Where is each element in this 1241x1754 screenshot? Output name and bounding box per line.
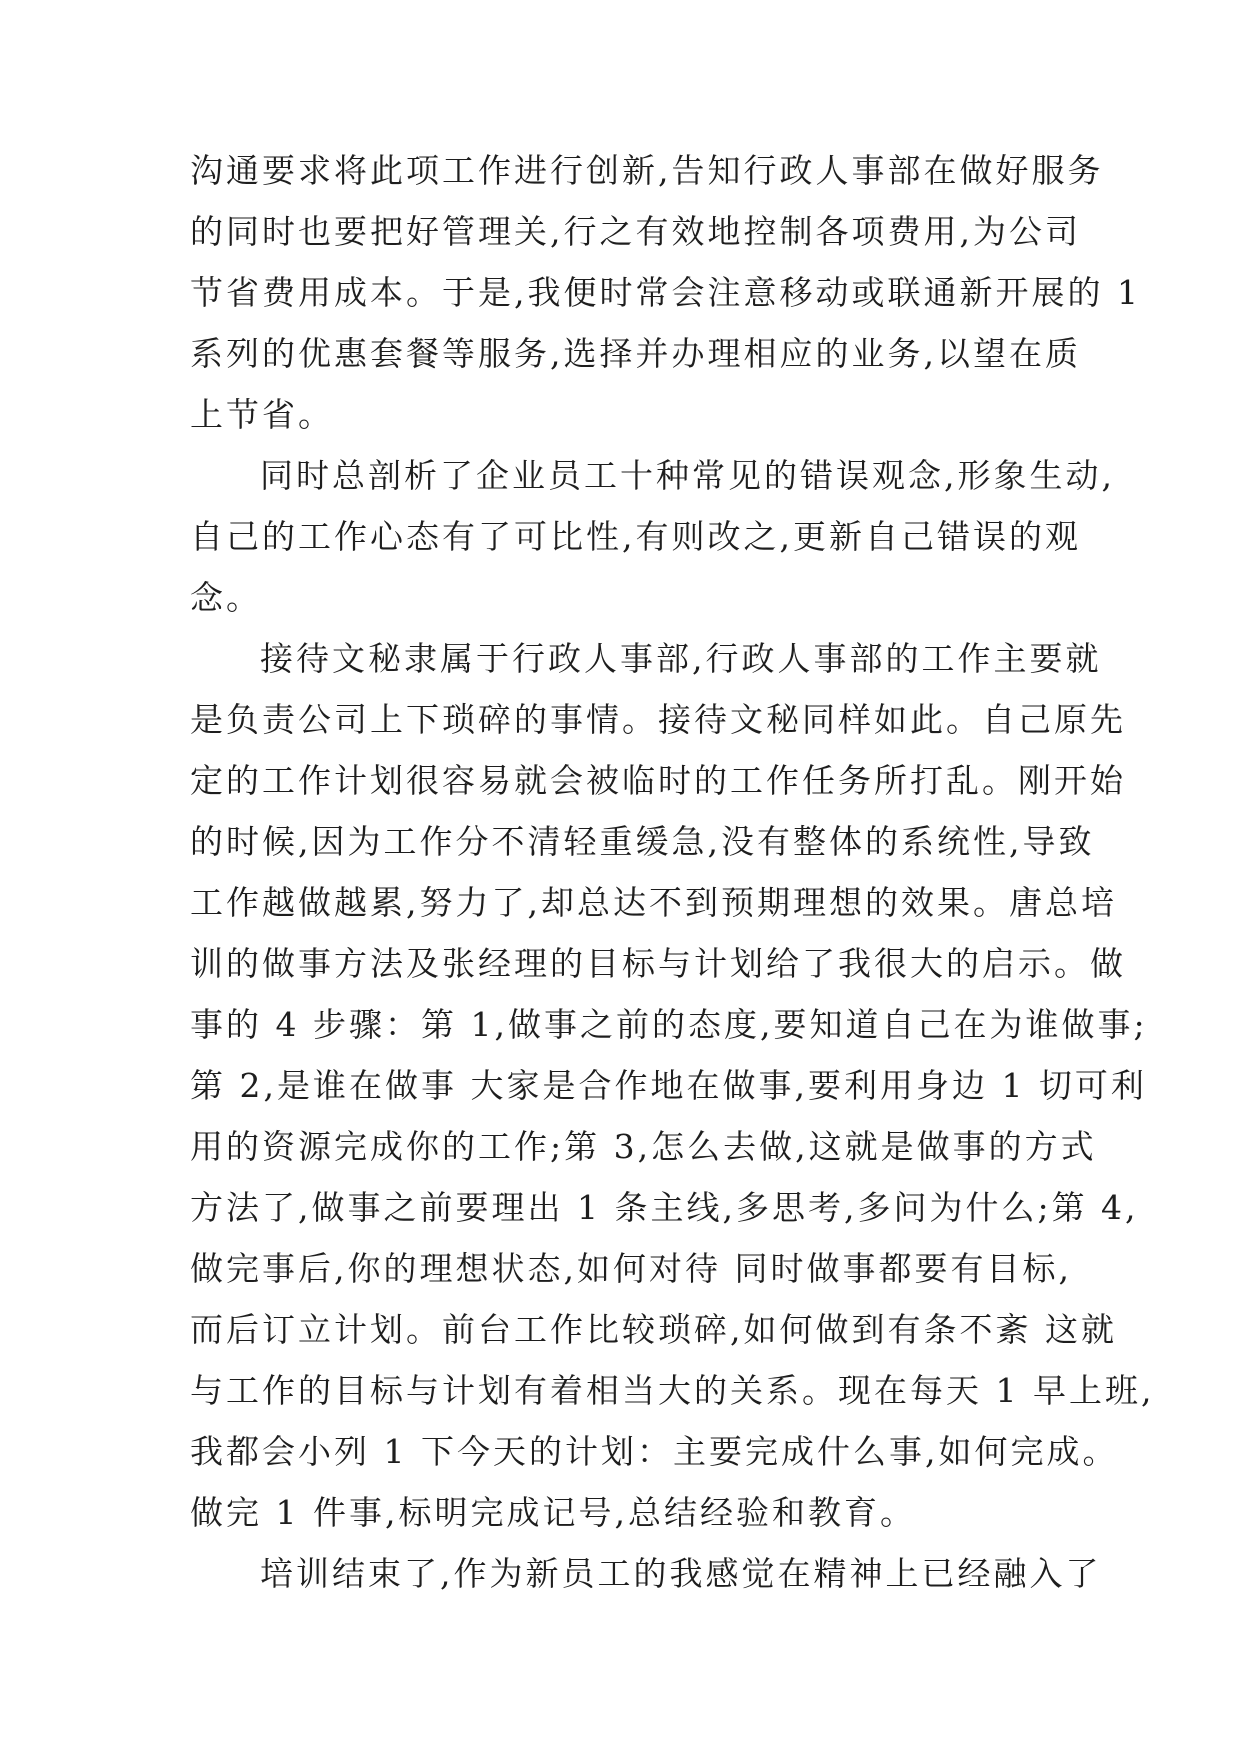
- text-line: 自己的工作心态有了可比性,有则改之,更新自己错误的观: [190, 517, 1081, 556]
- text-line: 用的资源完成你的工作;第 3,怎么去做,这就是做事的方式: [190, 1127, 1097, 1166]
- text-line: 而后订立计划。前台工作比较琐碎,如何做到有条不紊 这就: [190, 1310, 1117, 1349]
- text-line: 上节省。: [190, 395, 334, 434]
- text-line: 的时候,因为工作分不清轻重缓急,没有整体的系统性,导致: [190, 822, 1095, 861]
- text-line: 节省费用成本。于是,我便时常会注意移动或联通新开展的 1: [190, 273, 1141, 312]
- text-line: 训的做事方法及张经理的目标与计划给了我很大的启示。做: [190, 944, 1126, 983]
- text-line: 沟通要求将此项工作进行创新,告知行政人事部在做好服务: [190, 151, 1104, 190]
- text-line: 是负责公司上下琐碎的事情。接待文秘同样如此。自己原先: [190, 700, 1126, 739]
- text-line: 第 2,是谁在做事 大家是合作地在做事,要利用身边 1 切可利: [190, 1066, 1147, 1105]
- text-line: 与工作的目标与计划有着相当大的关系。现在每天 1 早上班,: [190, 1371, 1155, 1410]
- text-line: 系列的优惠套餐等服务,选择并办理相应的业务,以望在质: [190, 334, 1081, 373]
- text-line: 做完事后,你的理想状态,如何对待 同时做事都要有目标,: [190, 1249, 1072, 1288]
- text-line: 的同时也要把好管理关,行之有效地控制各项费用,为公司: [190, 212, 1081, 251]
- paragraph-first-line: 接待文秘隶属于行政人事部,行政人事部的工作主要就: [260, 639, 1102, 678]
- text-line: 定的工作计划很容易就会被临时的工作任务所打乱。刚开始: [190, 761, 1126, 800]
- text-line: 事的 4 步骤：第 1,做事之前的态度,要知道自己在为谁做事;: [190, 1005, 1148, 1044]
- body-text: [190, 140, 1155, 1604]
- text-line: 方法了,做事之前要理出 1 条主线,多思考,多问为什么;第 4,: [190, 1188, 1139, 1227]
- text-line: 念。: [190, 578, 262, 617]
- text-line: 做完 1 件事,标明完成记号,总结经验和教育。: [190, 1493, 916, 1532]
- paragraph-first-line: 培训结束了,作为新员工的我感觉在精神上已经融入了: [260, 1554, 1102, 1593]
- text-line: 我都会小列 1 下今天的计划：主要完成什么事,如何完成。: [190, 1432, 1119, 1471]
- text-line: 工作越做越累,努力了,却总达不到预期理想的效果。唐总培: [190, 883, 1117, 922]
- paragraph-first-line: 同时总剖析了企业员工十种常见的错误观念,形象生动,: [260, 456, 1115, 495]
